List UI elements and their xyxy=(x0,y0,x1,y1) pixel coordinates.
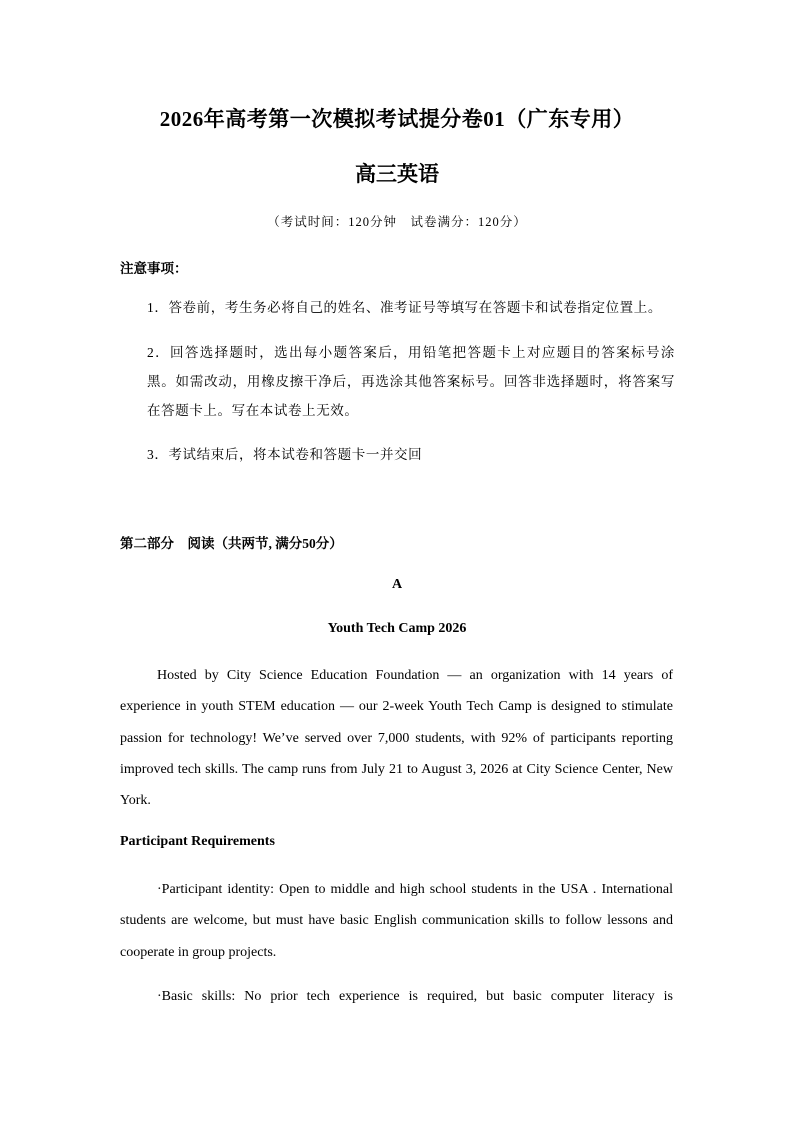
requirement-text: Participant identity: Open to middle and high school students in the USA . International students are welcome, but must have basic English communication skills to follow lessons and cooperate in group projects. xyxy=(120,882,673,960)
notice-title: 注意事项： xyxy=(120,261,188,276)
notice-item-3: 3．考试结束后，将本试卷和答题卡一并交回 xyxy=(147,447,423,462)
section-title: 第二部分 阅读（共两节, 满分50分） xyxy=(120,536,343,551)
requirement-text: Basic skills: No prior tech experience is required, but basic computer literacy is xyxy=(161,989,673,1004)
passage-letter: A xyxy=(391,577,403,592)
exam-title: 2026年高考第一次模拟考试提分卷01（广东专用） xyxy=(159,107,635,131)
exam-info: （考试时间：120分钟 试卷满分：120分） xyxy=(267,215,527,229)
intro-paragraph: Hosted by City Science Education Foundation — an organization with 14 years of experience in youth STEM education — our 2-week Youth Tech Camp is designed to stimulate passion for technology! We’ve served over 7,000 students, with 92% of participants reporting improved tech skills. The camp runs from July 21 to August 3, 2026 at City Science Center, New York. xyxy=(120,668,673,809)
subject-title: 高三英语 xyxy=(355,162,439,186)
notice-item-1: 1．答卷前，考生务必将自己的姓名、准考证号等填写在答题卡和试卷指定位置上。 xyxy=(147,300,662,315)
requirement-item-identity xyxy=(120,874,673,968)
requirement-item-skills xyxy=(120,981,673,1012)
passage-title: Youth Tech Camp 2026 xyxy=(327,621,467,636)
notice-item-2: 2．回答选择题时，选出每小题答案后，用铅笔把答题卡上对应题目的答案标号涂黑。如需改动，用橡皮擦干净后，再选涂其他答案标号。回答非选择题时，将答案写在答题卡上。写在本试卷上无效。 xyxy=(147,345,675,418)
requirements-heading: Participant Requirements xyxy=(120,834,275,849)
